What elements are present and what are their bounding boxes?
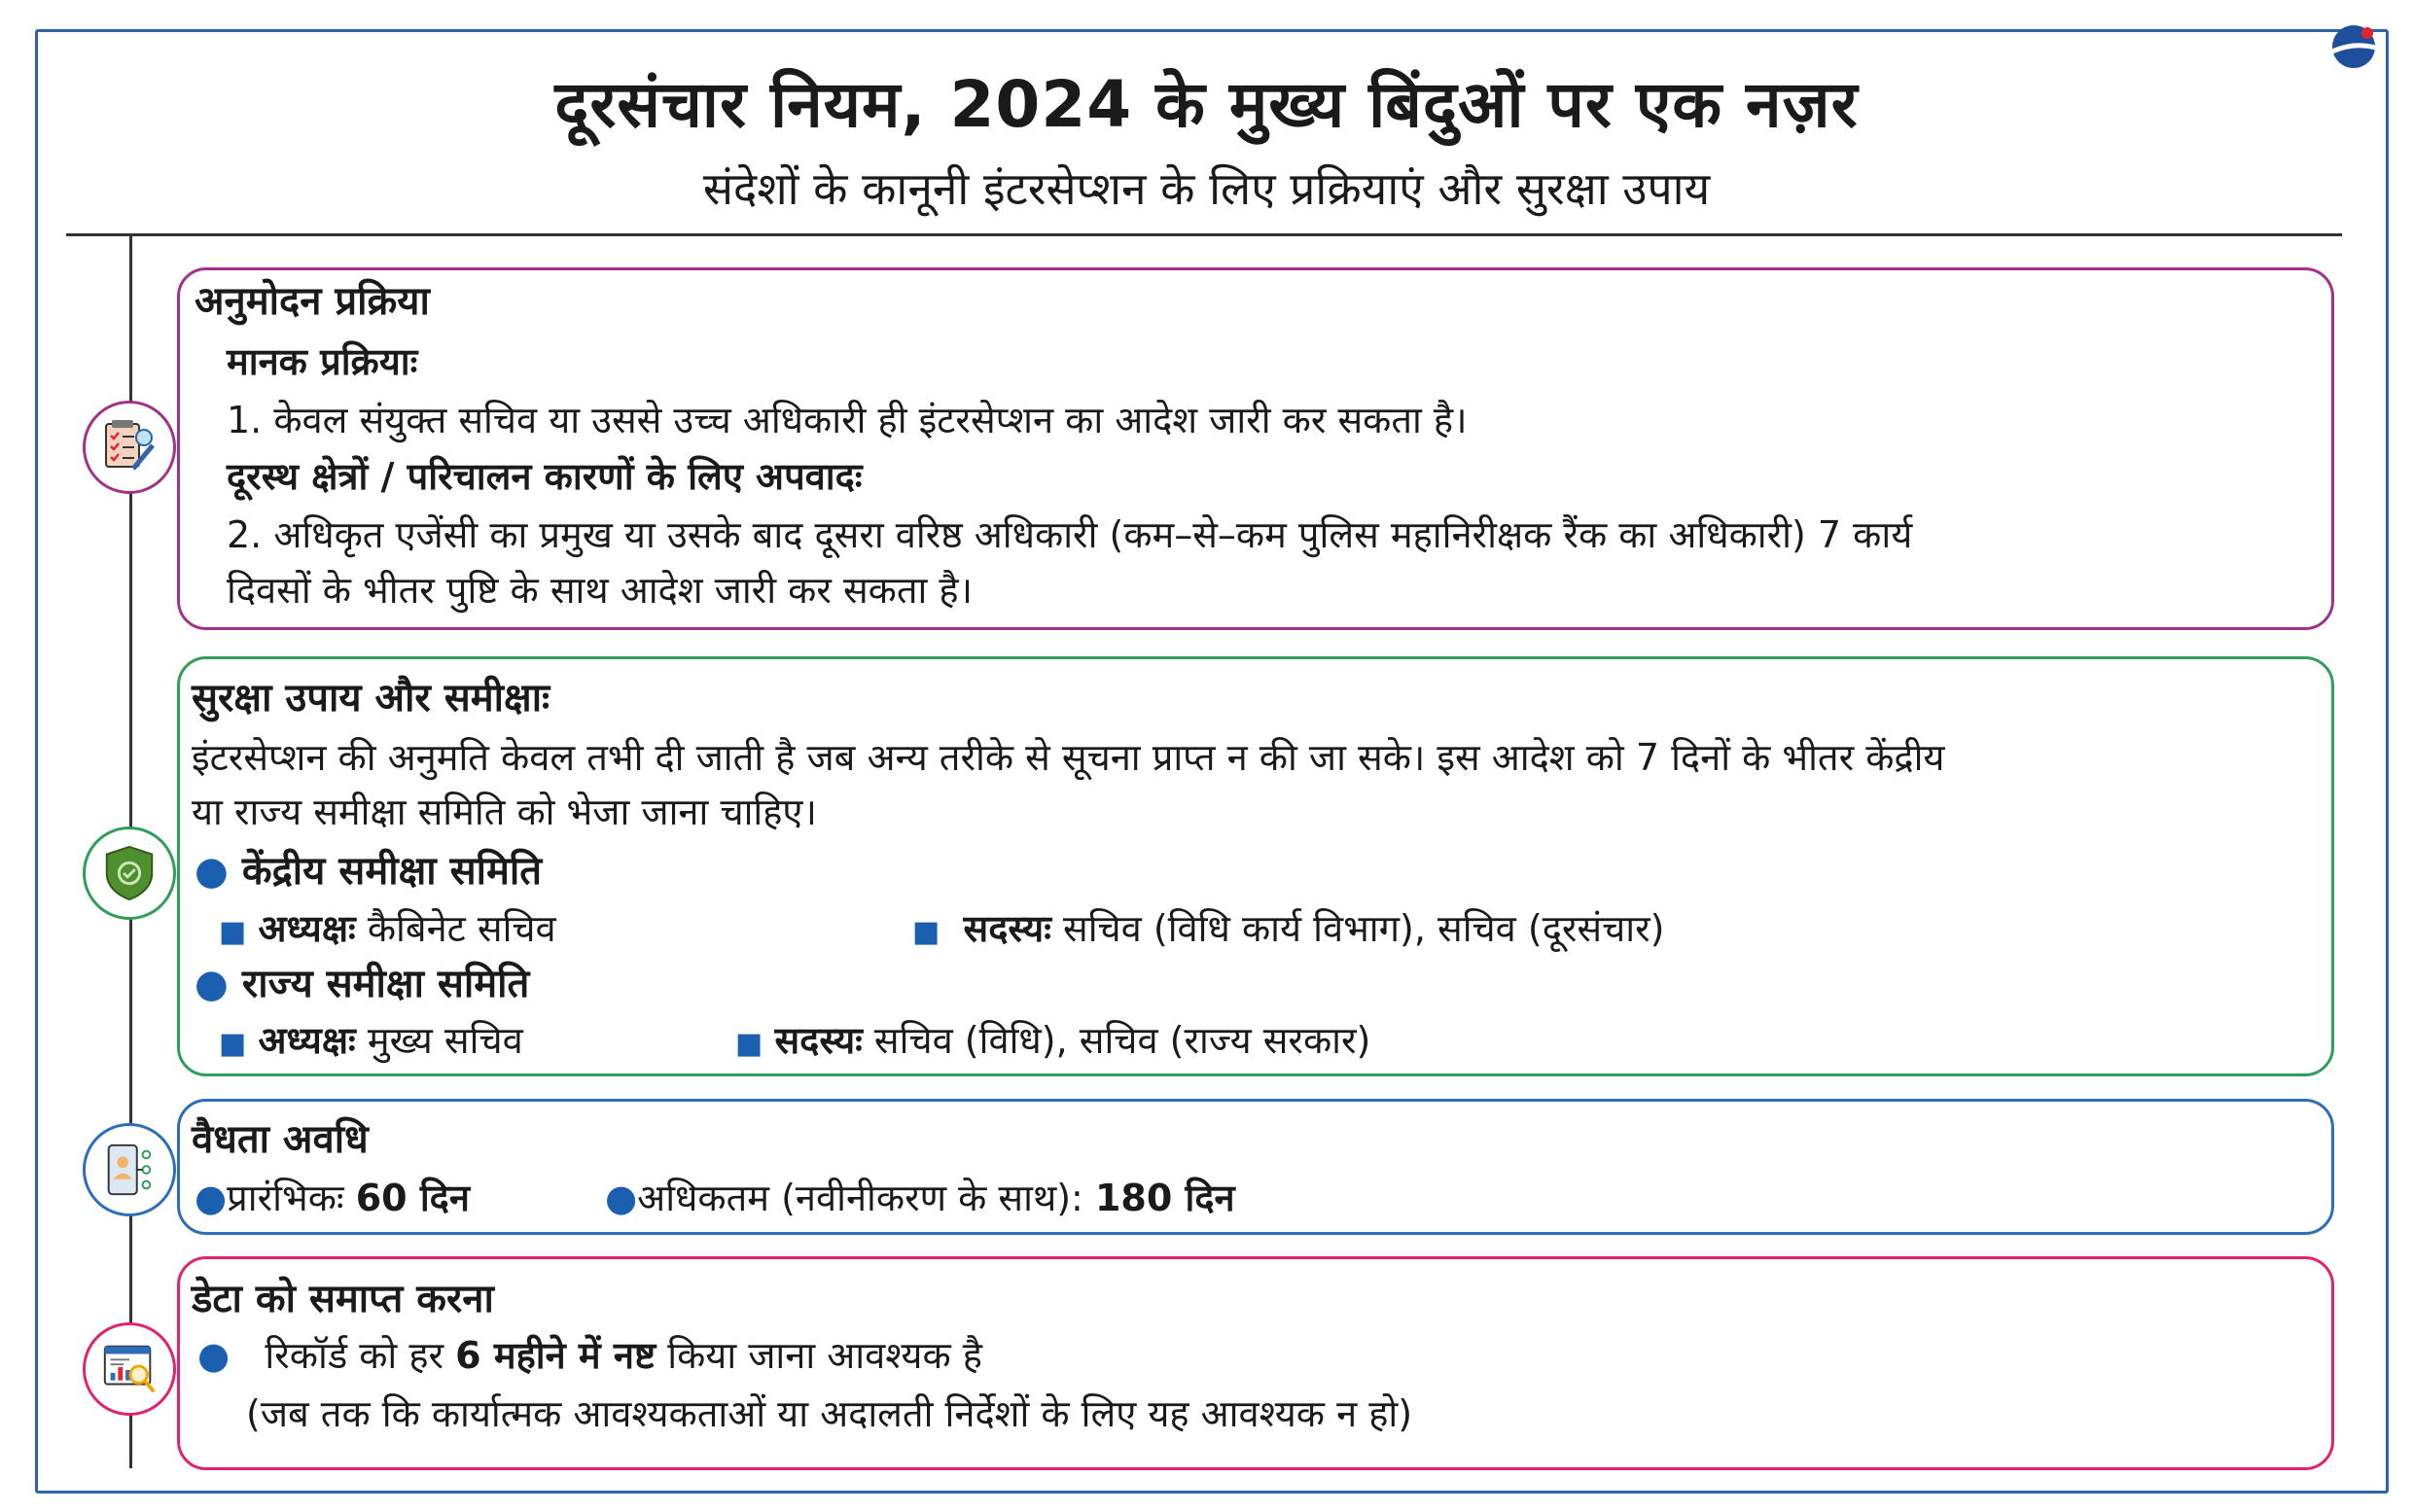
- approval-point-2-line-1: 2. अधिकृत एजेंसी का प्रमुख या उसके बाद दूसरा वरिष्ठ अधिकारी (कम–से–कम पुलिस महानिरीक्षक रैंक का अधिकारी) 7 कार्य: [227, 513, 1913, 556]
- central-members-value: सचिव (विधि कार्य विभाग), सचिव (दूरसंचार): [1063, 907, 1665, 950]
- bullet-dot: ●: [195, 1177, 228, 1219]
- validity-box: [177, 1099, 2334, 1235]
- central-chair-label: अध्यक्षः: [258, 907, 356, 950]
- destruction-line-1-post: किया जाना आवश्यक है: [667, 1334, 982, 1377]
- destruction-line-1-pre: रिकॉर्ड को हर: [265, 1334, 444, 1377]
- shield-check-icon: [99, 843, 160, 903]
- bullet-square: ■: [735, 1027, 763, 1061]
- state-members-label: सदस्यः: [774, 1019, 863, 1062]
- state-members: [735, 1019, 1370, 1064]
- checklist-icon: [98, 416, 160, 478]
- state-chair-label: अध्यक्षः: [258, 1019, 356, 1062]
- destruction-heading: डेटा को समाप्त करना: [192, 1277, 494, 1321]
- approval-point-1: 1. केवल संयुक्त सचिव या उससे उच्च अधिकारी ही इंटरसेप्शन का आदेश जारी कर सकता है।: [227, 399, 1468, 441]
- title-divider: [66, 233, 2342, 236]
- state-chair-value: मुख्य सचिव: [367, 1019, 523, 1062]
- destruction-line-1: [197, 1334, 982, 1379]
- state-committee-title: [195, 961, 529, 1007]
- report-search-icon: [99, 1339, 160, 1399]
- destruction-line-2: (जब तक कि कार्यात्मक आवश्यकताओं या अदालती निर्देशों के लिए यह आवश्यक न हो): [246, 1392, 1413, 1435]
- page-subtitle: संदेशों के कानूनी इंटरसेप्शन के लिए प्रक्रियाएं और सुरक्षा उपाय: [702, 162, 1711, 215]
- bullet-dot: ●: [195, 962, 229, 1006]
- validity-heading: वैधता अवधि: [192, 1117, 369, 1162]
- bullet-dot: ●: [605, 1177, 638, 1219]
- safeguards-icon-circle: [83, 826, 176, 920]
- state-members-value: सचिव (विधि), सचिव (राज्य सरकार): [873, 1019, 1371, 1062]
- central-chair-value: कैबिनेट सचिव: [367, 907, 556, 950]
- id-card-icon: [99, 1140, 160, 1200]
- destruction-line-1-bold: 6 महीने में नष्ट: [455, 1334, 656, 1377]
- validity-max-label: अधिकतम (नवीनीकरण के साथ):: [637, 1177, 1083, 1219]
- validity-max: [605, 1177, 1235, 1221]
- bullet-dot: ●: [195, 849, 229, 894]
- safeguards-heading: सुरक्षा उपाय और समीक्षाः: [192, 676, 550, 721]
- page-title: दूरसंचार नियम, 2024 के मुख्य बिंदुओं पर एक नज़र: [554, 67, 1859, 142]
- central-committee-title-text: केंद्रीय समीक्षा समिति: [241, 849, 543, 894]
- validity-initial-value: 60 दिन: [355, 1177, 470, 1219]
- standard-process-label: मानक प्रक्रियाः: [227, 340, 418, 383]
- bullet-square: ■: [219, 915, 247, 949]
- bullet-square: ■: [912, 915, 940, 949]
- approval-icon-circle: [83, 401, 176, 494]
- approval-point-2-line-2: दिवसों के भीतर पुष्टि के साथ आदेश जारी कर सकता है।: [227, 569, 973, 612]
- central-members: [912, 907, 1664, 952]
- bullet-square: ■: [219, 1027, 247, 1061]
- validity-icon-circle: [83, 1123, 176, 1216]
- bullet-dot: ●: [197, 1334, 231, 1377]
- safeguards-text-line-1: इंटरसेप्शन की अनुमति केवल तभी दी जाती है जब अन्य तरीके से सूचना प्राप्त न की जा सके। इस आदेश को 7 दिनों के भीतर केंद्रीय: [192, 736, 1945, 779]
- state-committee-title-text: राज्य समीक्षा समिति: [241, 962, 530, 1006]
- state-chair: [219, 1019, 523, 1064]
- safeguards-text-line-2: या राज्य समीक्षा समिति को भेजा जाना चाहिए।: [192, 791, 817, 833]
- exception-label: दूरस्थ क्षेत्रों / परिचालन कारणों के लिए अपवादः: [227, 455, 863, 498]
- validity-max-value: 180 दिन: [1094, 1177, 1235, 1219]
- destruction-icon-circle: [83, 1322, 176, 1416]
- central-chair: [219, 907, 556, 952]
- central-members-label: सदस्यः: [963, 907, 1051, 950]
- validity-initial: [195, 1177, 470, 1221]
- central-committee-title: [195, 848, 542, 895]
- validity-initial-label: प्रारंभिकः: [227, 1177, 344, 1219]
- approval-heading: अनुमोदन प्रक्रिया: [195, 279, 430, 324]
